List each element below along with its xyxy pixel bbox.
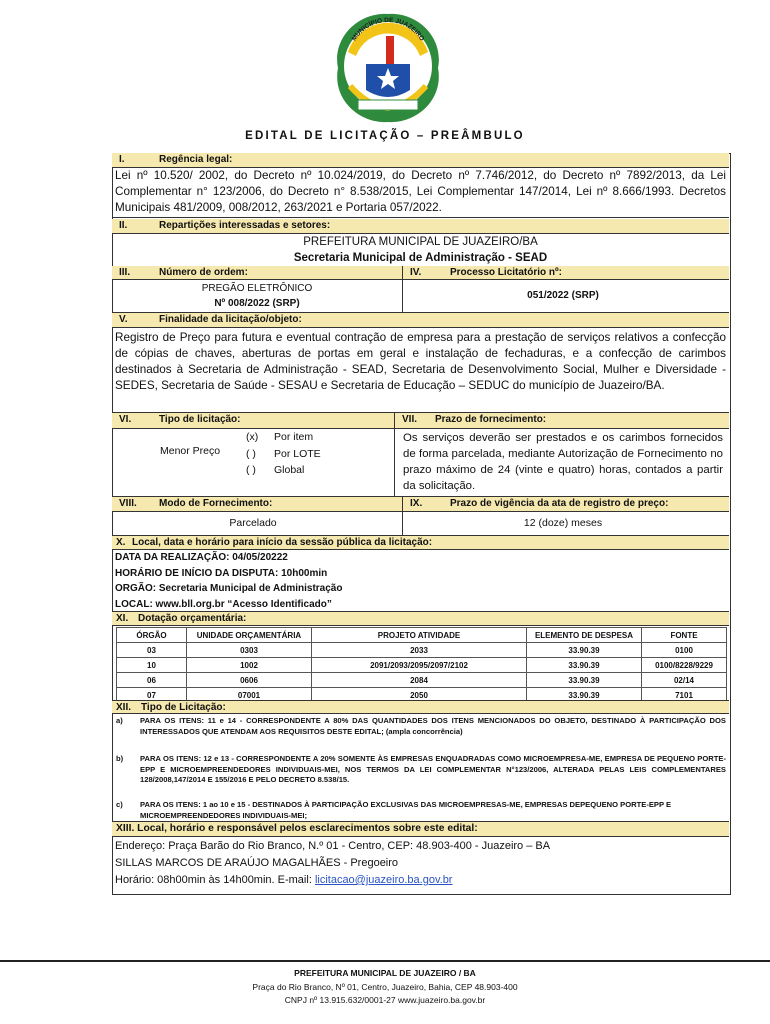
option-per-lot[interactable] bbox=[246, 446, 321, 463]
order-number bbox=[112, 281, 402, 311]
option-mark: (x) bbox=[246, 431, 259, 443]
table-cell: 2033 bbox=[312, 643, 527, 658]
item-b-text: PARA OS ITENS: 12 e 13 - CORRESPONDENTE A 20% SOMENTE ÀS EMPRESAS ENQUADRADAS COMO MICROEMPRESA-ME, EMPRESA DE PEQUENO PORTE-EPP E MICROEMPREENDEDORES INDIVIDUAIS-MEI, NOS TERMOS DA LEI COMPLEMENTAR N°123/2006, ALTERADA PELAS LEIS COMPLEMENTARES 128/2008,147/2014 E 155/2016 E PELO DECRETO 8.538/15. bbox=[140, 754, 726, 784]
session-agency: ORGÃO: Secretaria Municipal de Administração bbox=[115, 583, 343, 594]
item-letter: c) bbox=[116, 800, 123, 809]
section-label: Regência legal: bbox=[159, 154, 233, 165]
section-iv-header bbox=[403, 266, 723, 279]
table-cell: 33.90.39 bbox=[527, 658, 642, 673]
section-number: IX. bbox=[410, 498, 423, 509]
section-label: Modo de Fornecimento: bbox=[159, 498, 273, 509]
section-x-header bbox=[112, 536, 729, 550]
item-c-text: PARA OS ITENS: 1 ao 10 e 15 - DESTINADOS À PARTICIPAÇÃO EXCLUSIVAS DAS MICROEMPRESAS-ME, EMPRESAS DEPEQUENO PORTE-EPP E MICROEMPREENDEDORES INDIVIDUAIS-MEI; bbox=[140, 800, 672, 820]
section-number: V. bbox=[119, 314, 128, 325]
table-cell: 33.90.39 bbox=[527, 643, 642, 658]
table-header-row bbox=[117, 628, 727, 643]
section-number: XI. bbox=[116, 613, 129, 624]
contact-details bbox=[112, 837, 729, 893]
footer-contact: CNPJ nº 13.915.632/0001-27 www.juazeiro.ba.gov.br bbox=[284, 995, 486, 1005]
item-a-text: PARA OS ITENS: 11 e 14 - CORRESPONDENTE A 80% DAS QUANTIDADES DOS ITENS MENCIONADOS DO OBJETO, DESTINADO À PARTICIPAÇÃO DOS INTERESSADOS QUE ATENDAM AOS REQUISITOS DESTE EDITAL; (ampla concorrência) bbox=[140, 716, 726, 736]
section-vii-header bbox=[395, 413, 725, 426]
table-row bbox=[117, 643, 727, 658]
table-cell: 02/14 bbox=[642, 673, 727, 688]
email-link[interactable]: licitacao@juazeiro.ba.gov.br bbox=[314, 874, 453, 886]
footer-rule bbox=[0, 960, 770, 962]
section-xi-header bbox=[112, 612, 729, 626]
table-cell: 33.90.39 bbox=[527, 673, 642, 688]
contact-hours bbox=[115, 872, 726, 889]
section-number: III. bbox=[119, 267, 131, 278]
option-per-item[interactable] bbox=[246, 429, 321, 446]
municipality-seal-logo bbox=[328, 8, 448, 126]
divider bbox=[402, 266, 403, 313]
budget-allocation-table bbox=[116, 627, 727, 703]
validity-value: 12 (doze) meses bbox=[523, 517, 603, 529]
contact-address: Endereço: Praça Barão do Rio Branco, N.º 01 - Centro, CEP: 48.903-400 - Juazeiro – BA bbox=[115, 840, 551, 852]
session-date: DATA DA REALIZAÇÃO: 04/05/20222 bbox=[115, 552, 288, 563]
section-v-header bbox=[112, 313, 729, 328]
department-line: PREFEITURA MUNICIPAL DE JUAZEIRO/BA bbox=[303, 236, 538, 248]
section-label: Processo Licitatório nº: bbox=[450, 267, 563, 278]
session-time: HORÁRIO DE INÍCIO DA DISPUTA: 10h00min bbox=[115, 567, 328, 579]
option-mark: ( ) bbox=[246, 464, 256, 476]
seal-arc-text: MUNICÍPIO DE JUAZEIRO bbox=[350, 16, 426, 43]
tender-type-options bbox=[246, 429, 321, 479]
table-row bbox=[117, 658, 727, 673]
section-xii-header bbox=[112, 700, 729, 714]
section-number: XII. bbox=[116, 702, 132, 713]
table-cell: 0606 bbox=[187, 673, 312, 688]
column-header: FONTE bbox=[642, 628, 727, 643]
column-header: UNIDADE ORÇAMENTÁRIA bbox=[187, 628, 312, 643]
interested-department bbox=[112, 234, 729, 268]
section-label: Tipo de licitação: bbox=[159, 414, 241, 425]
table-cell: 07 bbox=[117, 688, 187, 703]
section-vi-vii-body bbox=[112, 429, 729, 494]
section-viii-header bbox=[112, 497, 402, 510]
table-cell: 0100/8228/9229 bbox=[642, 658, 727, 673]
table-cell: 0303 bbox=[187, 643, 312, 658]
section-ii-header bbox=[112, 219, 729, 234]
section-label: Tipo de Licitação: bbox=[141, 702, 226, 713]
section-label: Local, data e horário para início da sessão pública da licitação: bbox=[132, 537, 433, 548]
process-number-value: 051/2022 (SRP) bbox=[527, 290, 599, 301]
column-header: ÓRGÃO bbox=[117, 628, 187, 643]
table-cell: 1002 bbox=[187, 658, 312, 673]
section-number: I. bbox=[119, 154, 125, 165]
supply-mode-value: Parcelado bbox=[229, 517, 277, 529]
section-label: Repartições interessadas e setores: bbox=[159, 220, 331, 231]
item-letter: a) bbox=[116, 716, 123, 725]
table-row bbox=[117, 673, 727, 688]
section-number: II. bbox=[119, 220, 128, 231]
supply-deadline-text: Os serviços deverão ser prestados e os carimbos fornecidos de forma parcelada, mediante Autorização de Fornecimento no prazo máximo de 24 (vinte e quatro) horas, contados a partir da solicitação. bbox=[403, 432, 723, 492]
option-mark: ( ) bbox=[246, 447, 256, 460]
section-viii-ix-header bbox=[112, 496, 729, 512]
session-details bbox=[112, 550, 729, 612]
section-label: Dotação orçamentária: bbox=[138, 613, 247, 624]
tender-type-items bbox=[112, 714, 729, 822]
option-global[interactable] bbox=[246, 462, 321, 479]
column-header: ELEMENTO DE DESPESA bbox=[527, 628, 642, 643]
section-viii-ix-body bbox=[112, 512, 729, 536]
object-text: Registro de Preço para futura e eventual contração de empresa para a prestação de serviços relativos a confecção de cópias de chaves, aberturas de portas em geral e instalação de fechaduras, e a confecção de carimbos destinados à Secretaria de Administração - SEAD, Secretaria de Desenvolvimento Social, Mulher e Diversidade - SEDES, Secretaria de Saúde - SESAU e Secretaria de Educação – SEDUC do município de Juazeiro/BA. bbox=[112, 330, 729, 413]
lowest-price-label: Menor Preço bbox=[160, 445, 221, 457]
section-number: VII. bbox=[402, 414, 418, 425]
legal-basis-text: Lei nº 10.520/ 2002, do Decreto nº 10.024/2019, do Decreto nº 7.746/2012, do Decreto nº 7892/2013, da Lei Complementar n° 123/2006, do Decreto n° 8.538/2015, Lei Complementar 147/2014, Lei nº 8.666/1993. Decretos Municipais 481/2009, 008/2012, 263/2021 e Portaria 057/2022. bbox=[112, 168, 729, 218]
table-cell: 06 bbox=[117, 673, 187, 688]
section-vi-header bbox=[112, 413, 394, 426]
contact-officer: SILLAS MARCOS DE ARAÚJO MAGALHÃES - Pregoeiro bbox=[115, 857, 399, 869]
section-label: Prazo de vigência da ata de registro de preço: bbox=[450, 498, 669, 509]
table-cell: 10 bbox=[117, 658, 187, 673]
section-number: IV. bbox=[410, 267, 422, 278]
order-line: PREGÃO ELETRÔNICO bbox=[201, 283, 313, 294]
column-header: PROJETO ATIVIDADE bbox=[312, 628, 527, 643]
footer-title: PREFEITURA MUNICIPAL DE JUAZEIRO / BA bbox=[294, 968, 476, 978]
option-label: Por item bbox=[274, 431, 314, 443]
section-label: Número de ordem: bbox=[159, 267, 248, 278]
section-iii-iv-body bbox=[112, 280, 729, 313]
item-letter: b) bbox=[116, 754, 124, 763]
divider bbox=[402, 496, 403, 536]
department-secretariat: Secretaria Municipal de Administração - SEAD bbox=[293, 252, 548, 264]
order-number-value: Nº 008/2022 (SRP) bbox=[214, 298, 300, 309]
section-number: X. bbox=[116, 537, 126, 548]
contact-hours-text: Horário: 08h00min às 14h00min. E-mail: bbox=[115, 874, 315, 886]
table-cell: 2050 bbox=[312, 688, 527, 703]
option-label: Por LOTE bbox=[274, 447, 321, 460]
section-iii-header bbox=[112, 266, 402, 279]
table-cell: 2084 bbox=[312, 673, 527, 688]
section-number: VIII. bbox=[119, 498, 137, 509]
section-number: VI. bbox=[119, 414, 132, 425]
table-cell: 7101 bbox=[642, 688, 727, 703]
section-i-header bbox=[112, 153, 729, 168]
section-ix-header bbox=[403, 497, 725, 510]
session-location: LOCAL: www.bll.org.br “Acesso Identificado” bbox=[115, 598, 332, 610]
table-cell: 2091/2093/2095/2097/2102 bbox=[312, 658, 527, 673]
footer-address: Praça do Rio Branco, Nº 01, Centro, Juazeiro, Bahia, CEP 48.903-400 bbox=[252, 982, 518, 992]
section-vi-vii-header bbox=[112, 413, 729, 429]
section-xiii-header: XIII. Local, horário e responsável pelos esclarecimentos sobre este edital: bbox=[112, 822, 729, 837]
table-cell: 07001 bbox=[187, 688, 312, 703]
section-iii-iv-header bbox=[112, 266, 729, 280]
option-label: Global bbox=[274, 464, 305, 476]
divider bbox=[394, 413, 395, 496]
section-label: Prazo de fornecimento: bbox=[435, 414, 547, 425]
table-cell: 33.90.39 bbox=[527, 688, 642, 703]
table-cell: 03 bbox=[117, 643, 187, 658]
table-cell: 0100 bbox=[642, 643, 727, 658]
document-title: EDITAL DE LICITAÇÃO – PREÂMBULO bbox=[245, 130, 525, 142]
section-label: Finalidade da licitação/objeto: bbox=[159, 314, 302, 325]
